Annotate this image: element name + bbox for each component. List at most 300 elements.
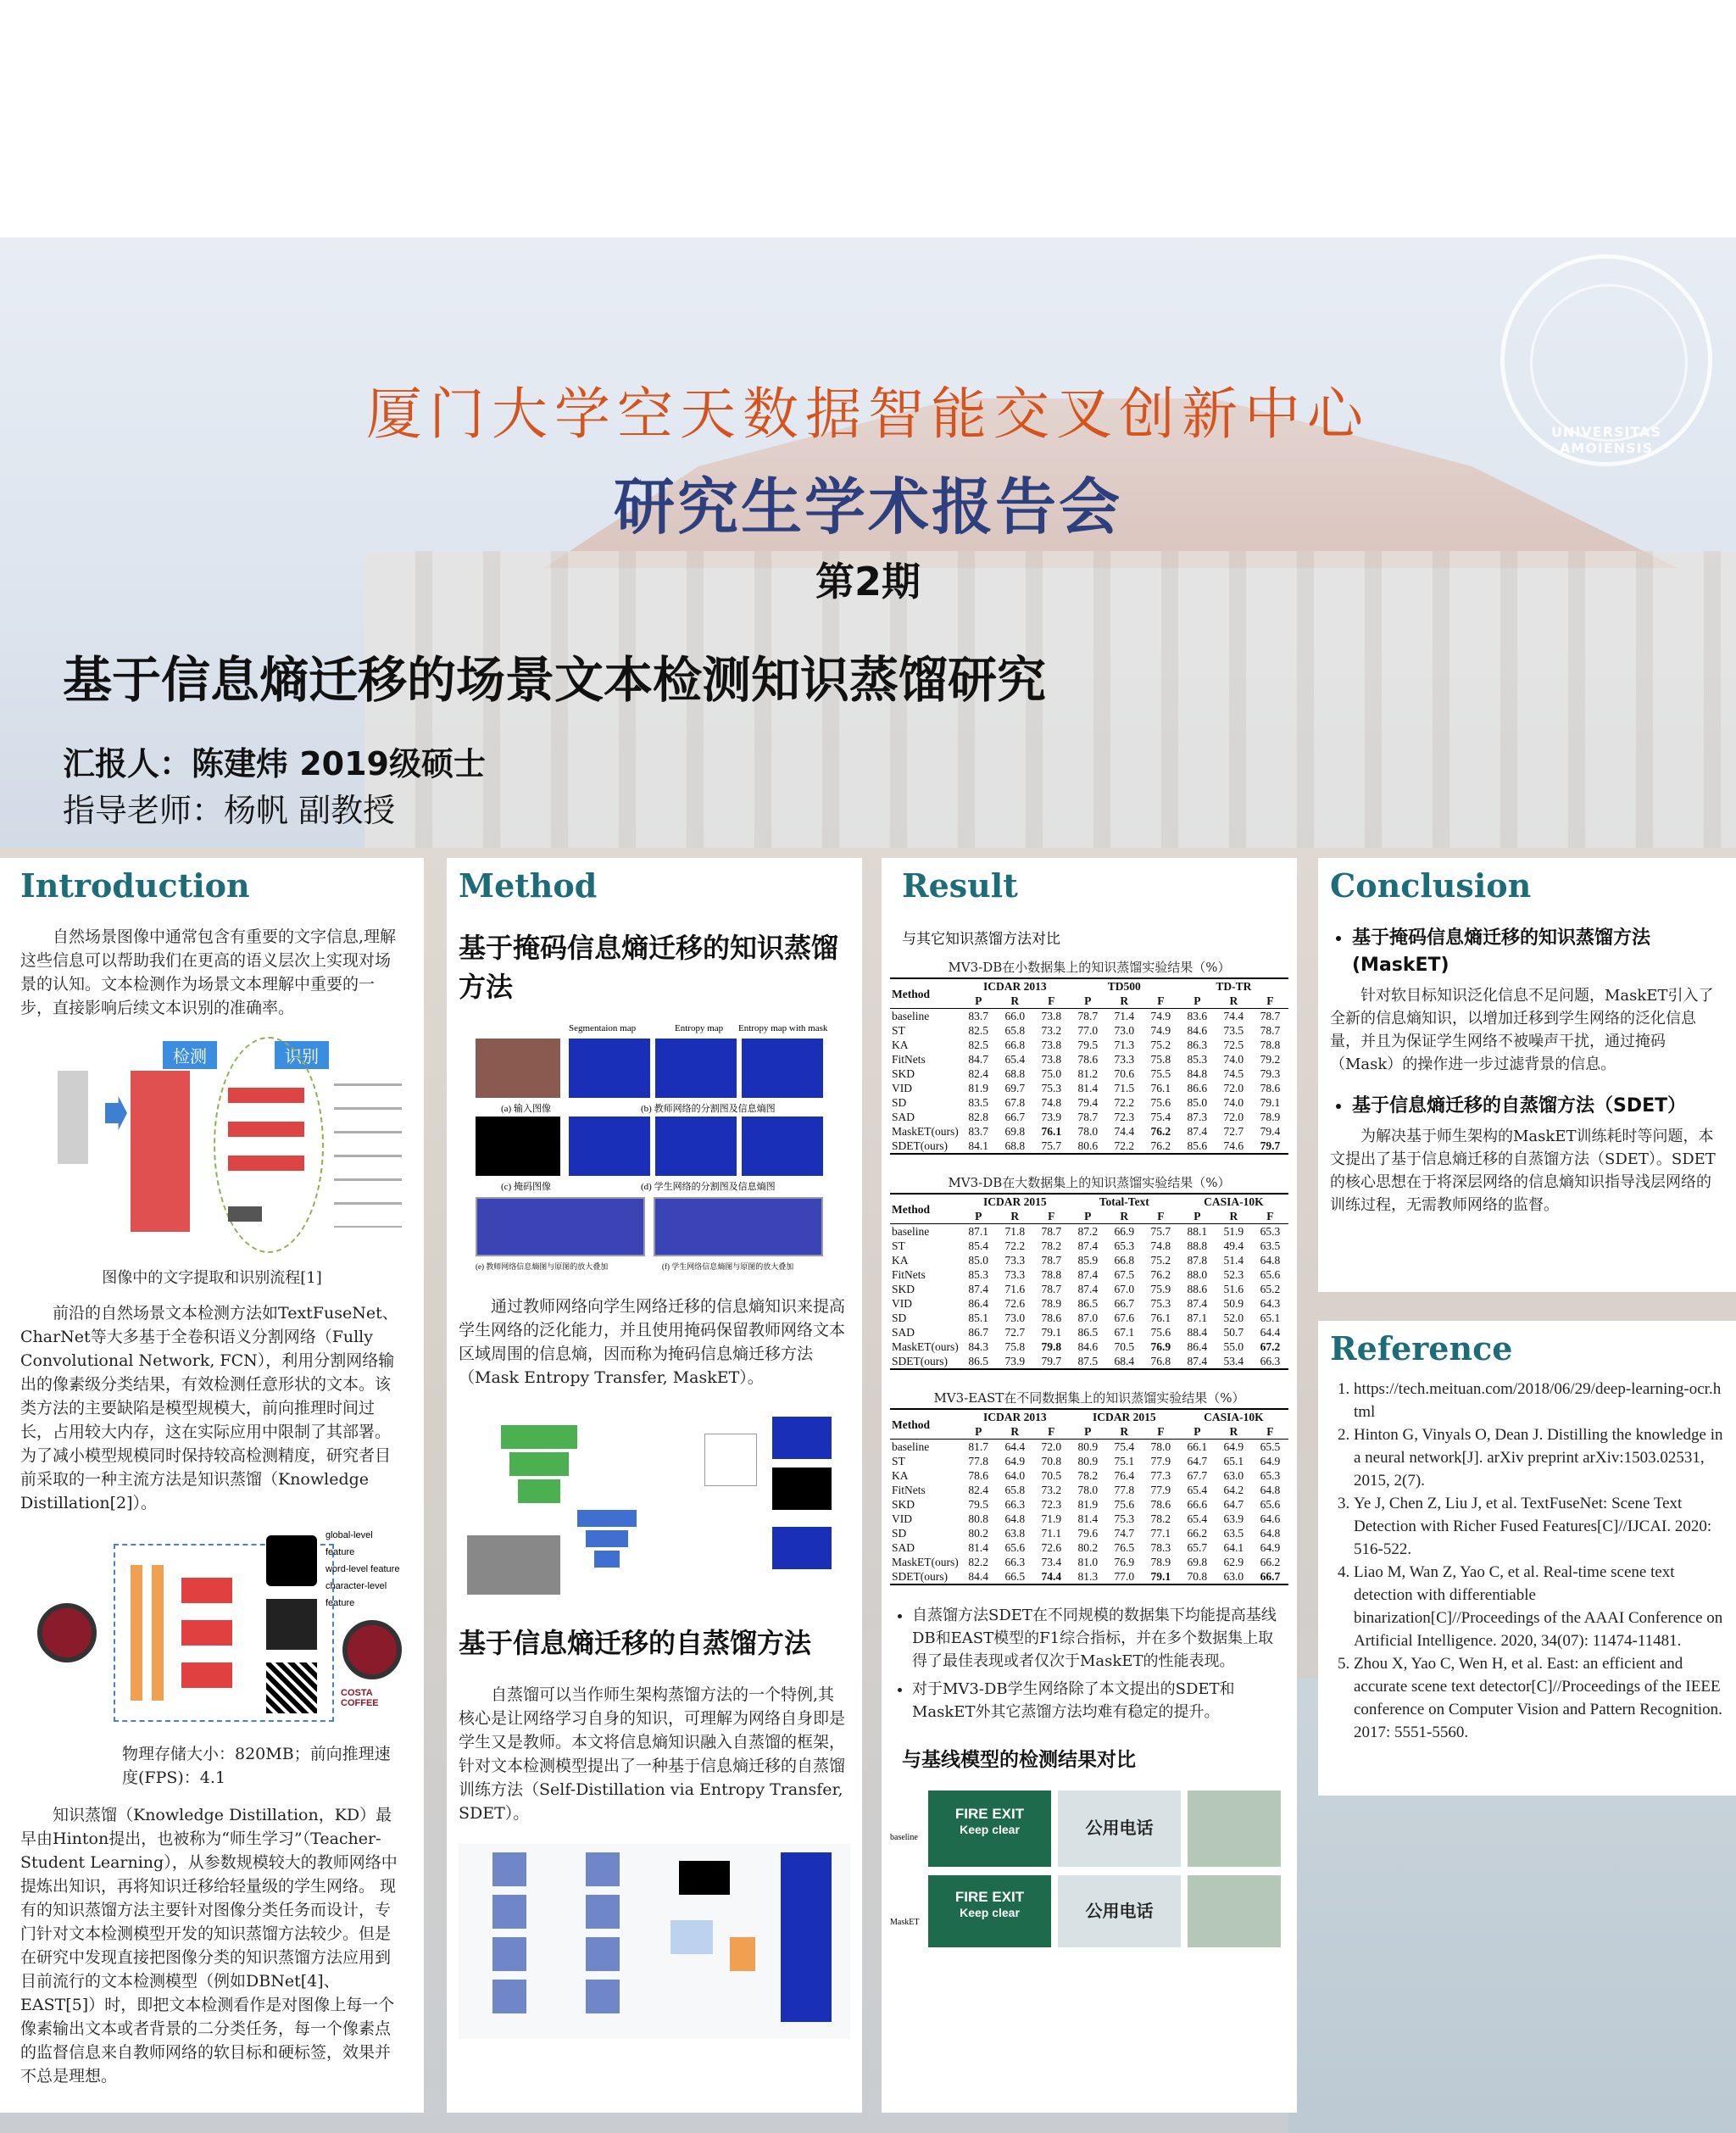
value-cell: 81.0 (1077, 1556, 1099, 1568)
value-cell: 78.6 (1077, 1053, 1099, 1066)
metric-header: F (1266, 1210, 1274, 1222)
student-layer (586, 1530, 628, 1547)
value-cell: 52.0 (1223, 1312, 1244, 1324)
value-cell: 51.9 (1216, 1224, 1252, 1239)
value-cell: 79.8 (1041, 1340, 1062, 1353)
dataset-header: TD500 (1070, 978, 1179, 994)
value-cell: 76.2 (1150, 1268, 1171, 1281)
table-row (890, 1569, 1288, 1584)
teacher-entropy-mask (742, 1039, 823, 1098)
value-cell: 80.2 (1077, 1541, 1099, 1554)
value-cell: 81.9 (1077, 1498, 1099, 1511)
metric-header: R (1229, 994, 1238, 1007)
table-row (890, 1110, 1288, 1124)
value-cell: 88.1 (1179, 1224, 1216, 1239)
value-cell: 64.8 (1260, 1484, 1281, 1496)
value-cell: 77.0 (1077, 1024, 1099, 1037)
table-row (890, 1555, 1288, 1569)
value-cell: 79.2 (1260, 1053, 1281, 1066)
dataset-header: Total-Text (1070, 1194, 1179, 1209)
cap-f: (f) 学生网络信息熵图与原图的放大叠加 (662, 1262, 794, 1271)
table-caption: MV3-DB在大数据集上的知识蒸馏实验结果（%） (948, 1175, 1231, 1190)
method-cell: SKD (892, 1283, 915, 1295)
crop-line (228, 1156, 304, 1171)
value-cell: 86.4 (1187, 1340, 1208, 1353)
advisor: 指导老师：杨帆 副教授 (63, 792, 396, 829)
value-cell: 66.3 (1004, 1498, 1026, 1511)
crop-line (228, 1088, 304, 1103)
value-cell: 64.8 (1004, 1512, 1026, 1525)
value-cell: 73.8 (1041, 1053, 1062, 1066)
legend-char: character-level feature (326, 1581, 387, 1608)
value-cell: 49.4 (1223, 1239, 1244, 1252)
metric-header: R (1010, 1210, 1020, 1222)
method-cell: VID (892, 1512, 912, 1525)
value-cell: 63.9 (1223, 1512, 1244, 1525)
value-cell: 74.8 (1041, 1096, 1062, 1109)
value-cell: 66.6 (1187, 1498, 1208, 1511)
value-cell: 78.8 (1260, 1039, 1281, 1051)
value-cell: 85.1 (968, 1312, 989, 1324)
value-cell: 73.3 (1114, 1053, 1135, 1066)
method-paragraph-1: 通过教师网络向学生网络迁移的信息熵知识来提高学生网络的泛化能力，并且使用掩码保留教师网络文本区域周围的信息熵，因而称为掩码信息熵迁移方法（Mask Entropy Transfer, MaskET）。 (459, 1297, 846, 1387)
value-cell: 64.4 (1260, 1326, 1281, 1339)
result-bullet: • 自蒸馏方法SDET在不同规模的数据集下均能提高基线DB和EAST模型的F1综合指标，并在多个数据集上取得了最佳表现或者仅次于MaskET的性能表现。 (912, 1604, 1288, 1673)
value-cell: 78.7 (1077, 1111, 1099, 1123)
value-cell: 65.4 (1187, 1512, 1208, 1525)
neck-stage (586, 1895, 620, 1929)
introduction-panel (0, 858, 424, 2113)
reporter: 汇报人：陈建炜 2019级硕士 (63, 745, 486, 782)
col-label-seg: Segmentaion map (569, 1023, 637, 1033)
mask-output (772, 1467, 832, 1510)
method-cell: KA (892, 1469, 909, 1482)
value-cell: 87.4 (968, 1283, 989, 1295)
scene-maskedet (1188, 1875, 1281, 1947)
value-cell: 75.2 (1150, 1039, 1171, 1051)
metric-header: F (1266, 994, 1274, 1007)
result-intro: 与其它知识蒸馏方法对比 (902, 931, 1060, 948)
feature-legend (326, 1527, 403, 1612)
value-cell: 78.3 (1150, 1541, 1171, 1554)
results-tables (890, 958, 1288, 1585)
value-cell: 75.7 (1033, 1139, 1070, 1154)
head-block (730, 1937, 755, 1971)
value-cell: 85.9 (1077, 1254, 1099, 1267)
conclusion-item-title: • 基于掩码信息熵迁移的知识蒸馏方法(MaskET) (1352, 925, 1724, 979)
value-cell: 76.1 (1150, 1082, 1171, 1094)
value-cell: 79.5 (1077, 1039, 1099, 1051)
value-cell: 65.6 (1004, 1541, 1026, 1554)
table-row (890, 1066, 1288, 1081)
value-cell: 62.9 (1223, 1556, 1244, 1568)
reference-item: 3. Ye J, Chen Z, Liu J, et al. TextFuseNet: Scene Text Detection with Richer Fused Features[C]//IJCAI. 2020: 516-522. (1354, 1492, 1724, 1561)
metric-header: R (1120, 1425, 1129, 1438)
metric-header: P (1194, 1425, 1201, 1438)
value-cell: 75.6 (1150, 1326, 1171, 1339)
value-cell: 66.5 (997, 1569, 1033, 1584)
value-cell: 85.3 (1187, 1053, 1208, 1066)
value-cell: 67.0 (1114, 1283, 1135, 1295)
value-cell: 75.6 (1114, 1498, 1135, 1511)
value-cell: 84.1 (960, 1139, 997, 1154)
row-label-maskedet: MaskET (890, 1918, 920, 1927)
value-cell: 65.4 (1004, 1053, 1026, 1066)
value-cell: 82.4 (968, 1067, 989, 1080)
value-cell: 75.4 (1106, 1440, 1143, 1455)
conclusion-item-title: • 基于信息熵迁移的自蒸馏方法（SDET） (1352, 1093, 1724, 1120)
teacher-output (772, 1417, 832, 1459)
concat-block (670, 1920, 713, 1954)
value-cell: 70.8 (1041, 1455, 1062, 1467)
method-cell: SDET(ours) (890, 1354, 960, 1369)
value-cell: 78.2 (1041, 1239, 1062, 1252)
method-cell: FitNets (892, 1484, 926, 1496)
value-cell: 77.9 (1150, 1484, 1171, 1496)
method-cell: MaskET(ours) (892, 1125, 959, 1138)
org-title: 厦门大学空天数据智能交叉创新中心 (366, 381, 1370, 447)
keep-sign-text: Keep clear (960, 1823, 1020, 1836)
value-cell: 63.0 (1216, 1569, 1252, 1584)
value-cell: 51.4 (1223, 1254, 1244, 1267)
metric-header: F (1157, 1425, 1165, 1438)
cap-a: (a) 输入图像 (501, 1104, 551, 1114)
backbone-stage (492, 1852, 526, 1886)
metric-header: P (975, 1425, 982, 1438)
value-cell: 84.7 (968, 1053, 989, 1066)
shallow-output (679, 1861, 730, 1895)
value-cell: 75.1 (1114, 1455, 1135, 1467)
table-row (890, 1139, 1288, 1154)
value-cell: 79.5 (968, 1498, 989, 1511)
value-cell: 73.2 (1041, 1024, 1062, 1037)
reference-item: 5. Zhou X, Yao C, Wen H, et al. East: an efficient and accurate scene text detector[C]//Proceedings of the IEEE conference on Computer Vision and Pattern Recognition. 2017: 5551-5560. (1354, 1652, 1724, 1744)
method-header: Method (890, 1194, 960, 1224)
student-entropy-mask (742, 1117, 823, 1176)
value-cell: 75.2 (1150, 1254, 1171, 1267)
deep-entropy-maps (781, 1852, 832, 2022)
value-cell: 75.0 (1041, 1067, 1062, 1080)
value-cell: 81.2 (1077, 1067, 1099, 1080)
value-cell: 81.4 (1077, 1512, 1099, 1525)
value-cell: 76.2 (1150, 1125, 1171, 1138)
value-cell: 75.3 (1114, 1512, 1135, 1525)
value-cell: 63.8 (1004, 1527, 1026, 1540)
value-cell: 87.4 (1187, 1125, 1208, 1138)
value-cell: 87.4 (1179, 1354, 1216, 1369)
result-table (890, 1193, 1288, 1370)
value-cell: 73.0 (1114, 1024, 1135, 1037)
event-title: 研究生学术报告会 (613, 471, 1122, 543)
dataset-header: TD-TR (1179, 978, 1288, 994)
method-cell: SD (892, 1312, 907, 1324)
value-cell: 73.8 (1033, 1009, 1070, 1024)
neck-stage (586, 1937, 620, 1971)
reference-item: 2. Hinton G, Vinyals O, Dean J. Distilling the knowledge in a neural network[J]. arXiv preprint arXiv:1503.02531, 2015, 2(7). (1354, 1423, 1724, 1492)
method-heading: Method (459, 866, 598, 905)
value-cell: 50.7 (1223, 1326, 1244, 1339)
value-cell: 64.0 (1004, 1469, 1026, 1482)
reference-item: 1. https://tech.meituan.com/2018/06/29/deep-learning-ocr.html (1354, 1378, 1724, 1423)
col-label-mask: Entropy map with mask (738, 1023, 828, 1033)
value-cell: 72.3 (1041, 1498, 1062, 1511)
method-cell: SAD (892, 1326, 915, 1339)
value-cell: 77.1 (1150, 1527, 1171, 1540)
table-row (890, 1296, 1288, 1311)
dataset-header: ICDAR 2013 (960, 1409, 1070, 1424)
conclusion-heading: Conclusion (1330, 866, 1532, 905)
value-cell: 78.7 (1260, 1024, 1281, 1037)
value-cell: 65.2 (1260, 1283, 1281, 1295)
value-cell: 80.9 (1077, 1455, 1099, 1467)
backbone-stage (492, 1937, 526, 1971)
value-cell: 76.9 (1150, 1340, 1171, 1353)
value-cell: 80.8 (968, 1512, 989, 1525)
value-cell: 74.8 (1150, 1239, 1171, 1252)
value-cell: 83.7 (968, 1125, 989, 1138)
table-row (890, 1512, 1288, 1526)
arrow-right-icon (105, 1096, 127, 1130)
value-cell: 64.8 (1260, 1527, 1281, 1540)
result-bullets (890, 1604, 1288, 1724)
reference-heading: Reference (1330, 1329, 1513, 1367)
value-cell: 66.1 (1179, 1440, 1216, 1455)
result-table-block (890, 1173, 1288, 1370)
value-cell: 72.3 (1114, 1111, 1135, 1123)
value-cell: 74.9 (1150, 1024, 1171, 1037)
value-cell: 72.2 (1114, 1096, 1135, 1109)
method-cell: SD (892, 1096, 907, 1109)
value-cell: 71.1 (1041, 1527, 1062, 1540)
value-cell: 81.9 (968, 1082, 989, 1094)
value-cell: 87.3 (1187, 1111, 1208, 1123)
value-cell: 72.5 (1223, 1039, 1244, 1051)
value-cell: 69.8 (1187, 1556, 1208, 1568)
value-cell: 84.3 (968, 1340, 989, 1353)
value-cell: 83.5 (968, 1096, 989, 1109)
value-cell: 79.7 (1252, 1139, 1288, 1154)
cap-c: (c) 掩码图像 (501, 1182, 551, 1192)
value-cell: 75.8 (1004, 1340, 1026, 1353)
reference-panel (1318, 1321, 1736, 1796)
metric-header: F (1157, 994, 1165, 1007)
value-cell: 64.9 (1004, 1455, 1026, 1467)
value-cell: 70.8 (1179, 1569, 1216, 1584)
value-cell: 75.3 (1150, 1297, 1171, 1310)
conclusion-item-text: 针对软目标知识泛化信息不足问题，MaskET引入了全新的信息熵知识，以增加迁移到学生网络的泛化信息量，并且为保证学生网络不被噪声干扰，通过掩码（Mask）的操作进一步过滤背景的信息。 (1330, 987, 1714, 1073)
value-cell: 73.3 (1004, 1268, 1026, 1281)
metric-header: F (1048, 994, 1055, 1007)
metric-header: R (1010, 1425, 1020, 1438)
value-cell: 64.8 (1260, 1254, 1281, 1267)
ocr-pipeline-figure (20, 1037, 403, 1266)
value-cell: 78.0 (1077, 1125, 1099, 1138)
value-cell: 71.6 (1004, 1283, 1026, 1295)
value-cell: 78.7 (1041, 1254, 1062, 1267)
method-cell: MaskET(ours) (892, 1340, 959, 1353)
fig1-caption: 图像中的文字提取和识别流程[1] (102, 1269, 322, 1287)
value-cell: 76.4 (1114, 1469, 1135, 1482)
backbone-stage (492, 1895, 526, 1929)
method-sub2: 基于信息熵迁移的自蒸馏方法 (459, 1627, 812, 1659)
method-cell: VID (892, 1082, 912, 1094)
value-cell: 78.2 (1077, 1469, 1099, 1482)
value-cell: 71.8 (997, 1224, 1033, 1239)
dataset-header: ICDAR 2013 (960, 978, 1070, 994)
value-cell: 86.5 (1077, 1326, 1099, 1339)
compare-heading: 与基线模型的检测结果对比 (902, 1749, 1136, 1771)
table-row (890, 1009, 1288, 1024)
coffee-logo-output (342, 1620, 402, 1679)
metric-header: P (975, 994, 982, 1007)
value-cell: 71.3 (1114, 1039, 1135, 1051)
method-cell: VID (892, 1297, 912, 1310)
value-cell: 70.6 (1114, 1067, 1135, 1080)
table-caption: MV3-DB在小数据集上的知识蒸馏实验结果（%） (948, 960, 1231, 975)
detect-label: 检测 (163, 1041, 217, 1069)
value-cell: 82.2 (968, 1556, 989, 1568)
teacher-overlay (476, 1197, 645, 1256)
value-cell: 68.8 (1004, 1067, 1026, 1080)
value-cell: 75.5 (1150, 1067, 1171, 1080)
value-cell: 67.2 (1260, 1340, 1281, 1353)
value-cell: 75.8 (1150, 1053, 1171, 1066)
conclusion-list (1330, 1093, 1724, 1120)
coffee-logo-input (37, 1603, 97, 1662)
value-cell: 64.9 (1260, 1455, 1281, 1467)
value-cell: 69.7 (1004, 1082, 1026, 1094)
value-cell: 65.8 (1004, 1484, 1026, 1496)
table-row (890, 1339, 1288, 1354)
value-cell: 66.3 (1252, 1354, 1288, 1369)
value-cell: 66.3 (1004, 1556, 1026, 1568)
value-cell: 70.5 (1041, 1469, 1062, 1482)
value-cell: 73.5 (1223, 1024, 1244, 1037)
reference-list (1330, 1378, 1724, 1744)
value-cell: 66.8 (1004, 1039, 1026, 1051)
value-cell: 86.4 (968, 1297, 989, 1310)
value-cell: 76.1 (1041, 1125, 1062, 1138)
metric-header: P (975, 1210, 982, 1222)
value-cell: 77.0 (1106, 1569, 1143, 1584)
table-row (890, 1023, 1288, 1038)
phone-sign-maskedet (1058, 1875, 1181, 1947)
result-bullet: • 对于MV3-DB学生网络除了本文提出的SDET和MaskET外其它蒸馏方法均难有稳定的提升。 (912, 1678, 1288, 1724)
value-cell: 68.8 (997, 1139, 1033, 1154)
fusion-block (181, 1662, 232, 1688)
result-table-block (890, 1389, 1288, 1585)
value-cell: 63.5 (1223, 1527, 1244, 1540)
metric-header: P (1084, 1425, 1092, 1438)
value-cell: 84.8 (1187, 1067, 1208, 1080)
method-cell: SAD (892, 1111, 915, 1123)
value-cell: 85.4 (968, 1239, 989, 1252)
table-row (890, 1440, 1288, 1455)
value-cell: 67.6 (1114, 1312, 1135, 1324)
metric-header: P (1194, 994, 1201, 1007)
scene-baseline (1188, 1790, 1281, 1867)
method-cell: MaskET(ours) (892, 1556, 959, 1568)
value-cell: 66.0 (997, 1009, 1033, 1024)
value-cell: 75.9 (1150, 1283, 1171, 1295)
table-row (890, 1311, 1288, 1325)
value-cell: 82.5 (968, 1024, 989, 1037)
table-row (890, 1526, 1288, 1540)
value-cell: 63.5 (1260, 1239, 1281, 1252)
fpn-block (152, 1565, 164, 1701)
value-cell: 88.6 (1187, 1283, 1208, 1295)
value-cell: 76.9 (1114, 1556, 1135, 1568)
value-cell: 72.2 (1106, 1139, 1143, 1154)
value-cell: 71.5 (1114, 1082, 1135, 1094)
method-cell: SDET(ours) (890, 1569, 960, 1584)
metric-header: P (1084, 1210, 1092, 1222)
teacher-seg-map (569, 1039, 650, 1098)
detected-receipt (131, 1071, 190, 1232)
value-cell: 87.1 (960, 1224, 997, 1239)
value-cell: 75.7 (1143, 1224, 1179, 1239)
phone-sign-baseline (1058, 1790, 1181, 1867)
value-cell: 87.5 (1070, 1354, 1106, 1369)
value-cell: 64.9 (1216, 1440, 1252, 1455)
value-cell: 65.3 (1252, 1224, 1288, 1239)
value-cell: 79.7 (1033, 1354, 1070, 1369)
method-header: Method (890, 978, 960, 1009)
table-row (890, 1095, 1288, 1110)
recognized-text-lines (334, 1083, 402, 1228)
value-cell: 78.7 (1041, 1283, 1062, 1295)
table-row (890, 1081, 1288, 1095)
brand-label: COSTA COFFEE (341, 1688, 379, 1708)
value-cell: 74.9 (1143, 1009, 1179, 1024)
value-cell: 73.2 (1041, 1484, 1062, 1496)
value-cell: 72.7 (1004, 1326, 1026, 1339)
value-cell: 83.6 (1179, 1009, 1216, 1024)
value-cell: 73.4 (1041, 1556, 1062, 1568)
value-cell: 67.1 (1114, 1326, 1135, 1339)
value-cell: 64.9 (1260, 1541, 1281, 1554)
value-cell: 75.3 (1041, 1082, 1062, 1094)
value-cell: 78.6 (1260, 1082, 1281, 1094)
student-layer (594, 1551, 620, 1568)
backbone-block (131, 1565, 142, 1701)
conclusion-item-text: 为解决基于师生架构的MaskET训练耗时等问题，本文提出了基于信息熵迁移的自蒸馏方法（SDET）。SDET的核心思想在于将深层网络的信息熵知识指导浅层网络的训练过程，无需教师网络的监督。 (1330, 1128, 1716, 1214)
value-cell: 85.0 (968, 1254, 989, 1267)
method-cell: baseline (890, 1224, 960, 1239)
value-cell: 76.1 (1150, 1312, 1171, 1324)
value-cell: 78.7 (1252, 1009, 1288, 1024)
neck-stage (586, 1980, 620, 2013)
exit-sign-baseline (928, 1790, 1051, 1867)
input-image (476, 1039, 560, 1098)
teacher-layer (501, 1425, 577, 1449)
method-cell: FitNets (892, 1268, 926, 1281)
char-feature-map (266, 1662, 317, 1713)
value-cell: 66.7 (1114, 1297, 1135, 1310)
table-row (890, 1282, 1288, 1296)
value-cell: 66.7 (1004, 1111, 1026, 1123)
fig2-caption: 物理存储大小：820MB；前向推理速度(FPS)：4.1 (122, 1745, 391, 1787)
value-cell: 64.4 (997, 1440, 1033, 1455)
sdet-framework-figure (459, 1844, 850, 2039)
value-cell: 74.5 (1223, 1067, 1244, 1080)
dataset-header: CASIA-10K (1179, 1194, 1288, 1209)
value-cell: 88.4 (1187, 1326, 1208, 1339)
col-label-entropy: Entropy map (675, 1023, 724, 1033)
intro-paragraph-1: 自然场景图像中通常包含有重要的文字信息,理解这些信息可以帮助我们在更高的语义层次上实现对场景的认知。文本检测作为场景文本理解中重要的一步，直接影响后续文本识别的准确率。 (20, 927, 397, 1017)
value-cell: 78.7 (1070, 1009, 1106, 1024)
value-cell: 66.2 (1260, 1556, 1281, 1568)
